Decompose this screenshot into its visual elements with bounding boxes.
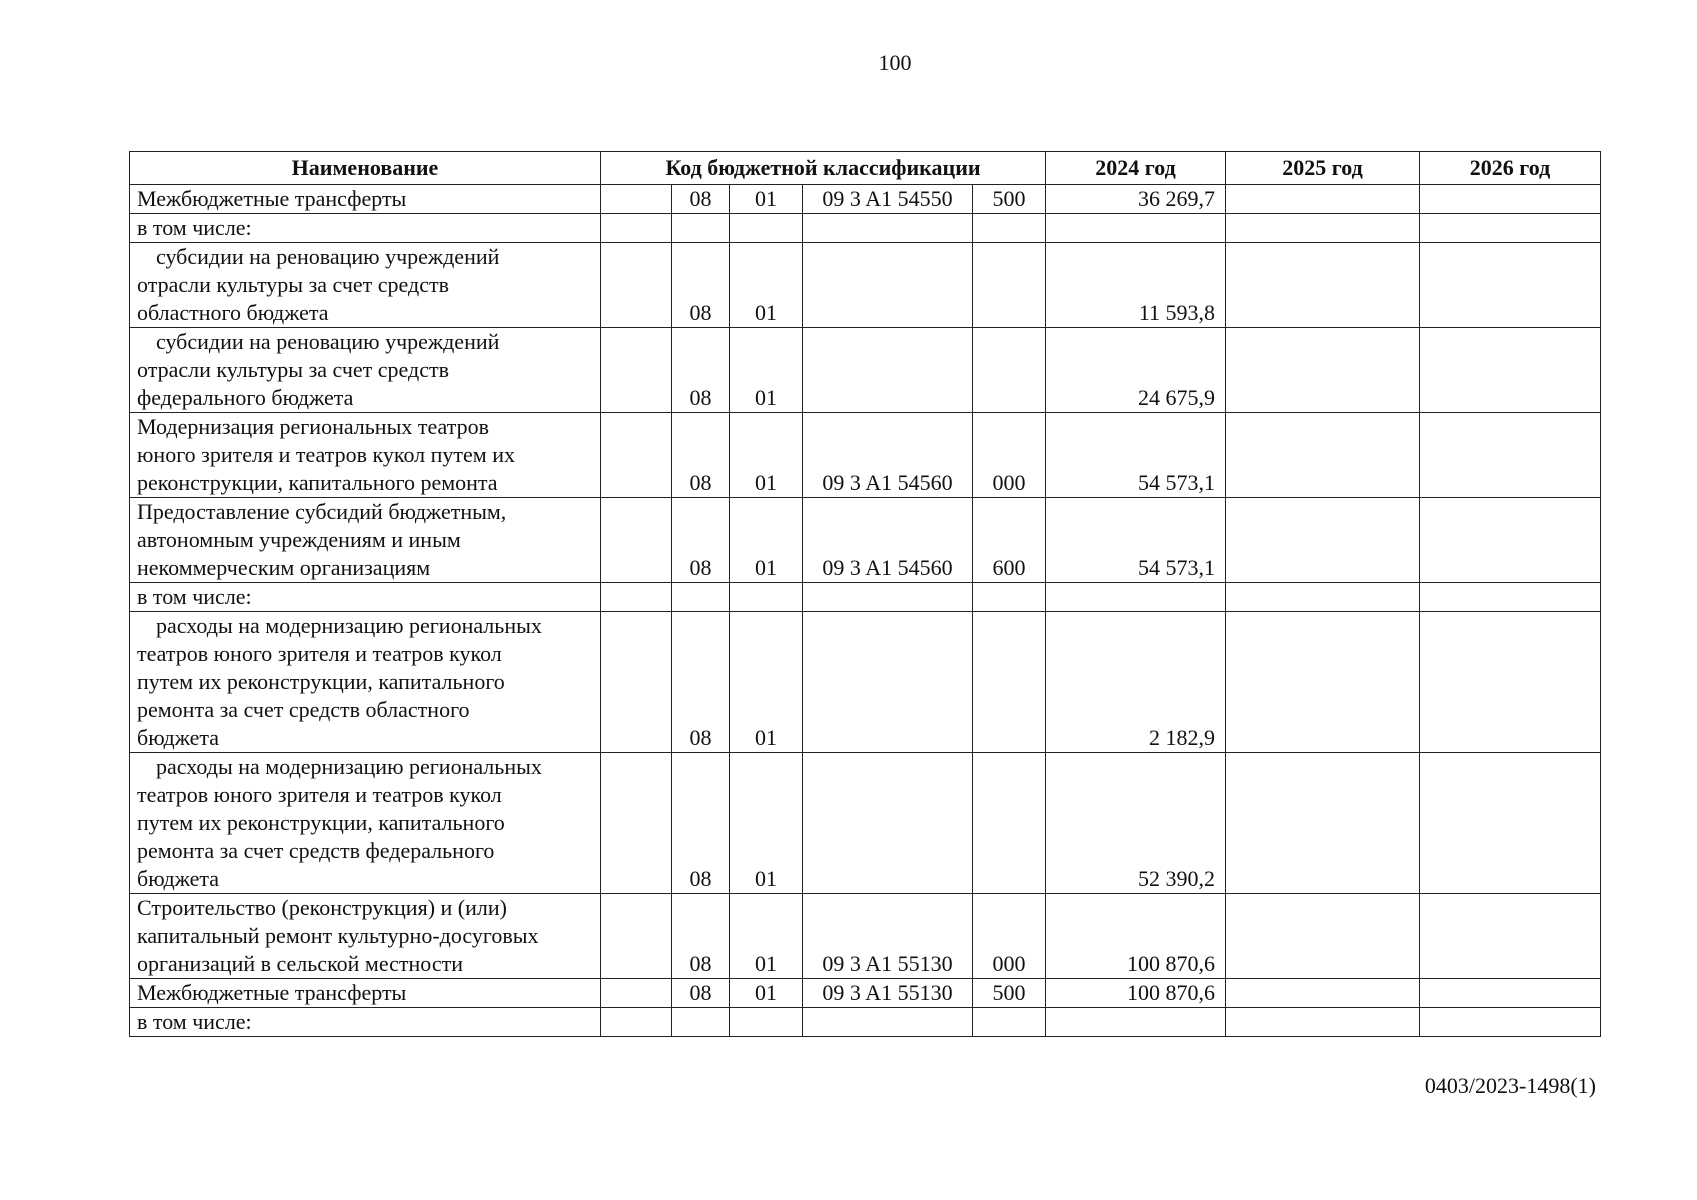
cell-amount-2025 <box>1226 612 1420 753</box>
cell-amount-2026 <box>1420 243 1601 328</box>
cell-name <box>130 753 601 894</box>
cell-amount-2024-text: 11 593,8 <box>1138 300 1215 325</box>
cell-expense-type-text: 000 <box>992 951 1026 976</box>
cell-amount-2025 <box>1226 498 1420 583</box>
cell-section-text: 08 <box>689 725 712 750</box>
cell-name-text: Модернизация региональных театров юного зрителя и театров кукол путем их реконструкции, капитального ремонта <box>137 414 515 495</box>
cell-amount-2024-text: 54 573,1 <box>1138 555 1215 580</box>
cell-name <box>130 185 601 214</box>
cell-code-blank <box>601 214 672 243</box>
cell-name <box>130 894 601 979</box>
cell-section-text: 08 <box>689 951 712 976</box>
cell-subsection-text: 01 <box>755 470 777 495</box>
document-code: 0403/2023-1498(1) <box>1424 1073 1596 1098</box>
cell-name <box>130 612 601 753</box>
cell-subsection <box>730 612 803 753</box>
cell-target-article <box>803 979 973 1008</box>
header-budget-code: Код бюджетной классификации <box>601 152 1046 185</box>
cell-name-text: субсидии на реновацию учреждений отрасли культуры за счет средств федерального бюджета <box>137 329 500 410</box>
cell-amount-2024-text: 52 390,2 <box>1138 866 1215 891</box>
cell-section-text: 08 <box>689 300 712 325</box>
cell-target-article <box>803 498 973 583</box>
cell-subsection-text: 01 <box>755 555 777 580</box>
cell-section <box>672 583 730 612</box>
cell-code-blank <box>601 498 672 583</box>
cell-section-text: 08 <box>689 186 712 211</box>
cell-amount-2024 <box>1046 894 1226 979</box>
page-number: 100 <box>878 50 912 75</box>
cell-amount-2024 <box>1046 243 1226 328</box>
cell-target-article <box>803 612 973 753</box>
cell-section-text: 08 <box>689 385 712 410</box>
cell-amount-2025 <box>1226 894 1420 979</box>
cell-amount-2024 <box>1046 1008 1226 1037</box>
header-2026: 2026 год <box>1420 152 1601 185</box>
cell-section-text: 08 <box>689 470 712 495</box>
budget-table <box>129 151 1601 1037</box>
cell-code-blank <box>601 243 672 328</box>
cell-expense-type <box>973 243 1046 328</box>
cell-name <box>130 243 601 328</box>
cell-expense-type <box>973 979 1046 1008</box>
table-body <box>130 185 1601 1037</box>
cell-code-blank <box>601 583 672 612</box>
cell-name <box>130 979 601 1008</box>
cell-subsection <box>730 243 803 328</box>
cell-expense-type <box>973 328 1046 413</box>
cell-section <box>672 753 730 894</box>
table-row <box>130 214 1601 243</box>
cell-amount-2025 <box>1226 583 1420 612</box>
cell-subsection <box>730 498 803 583</box>
cell-section <box>672 214 730 243</box>
cell-section <box>672 1008 730 1037</box>
cell-name-text: расходы на модернизацию региональных театров юного зрителя и театров кукол путем их реконструкции, капитального ремонта за счет средств федерального бюджета <box>137 754 542 891</box>
cell-section <box>672 243 730 328</box>
cell-name-text: Межбюджетные трансферты <box>137 980 407 1005</box>
cell-amount-2024-text: 24 675,9 <box>1138 385 1215 410</box>
cell-code-blank <box>601 328 672 413</box>
cell-target-article-text: 09 3 A1 55130 <box>822 980 953 1005</box>
cell-expense-type-text: 000 <box>992 470 1026 495</box>
cell-amount-2026 <box>1420 979 1601 1008</box>
cell-subsection-text: 01 <box>755 385 777 410</box>
cell-expense-type-text: 600 <box>992 555 1026 580</box>
cell-amount-2026 <box>1420 328 1601 413</box>
cell-subsection <box>730 979 803 1008</box>
table-row <box>130 413 1601 498</box>
cell-name-text: Межбюджетные трансферты <box>137 186 407 211</box>
cell-expense-type <box>973 894 1046 979</box>
cell-section <box>672 498 730 583</box>
cell-target-article <box>803 753 973 894</box>
cell-name <box>130 498 601 583</box>
cell-section <box>672 328 730 413</box>
header-2024: 2024 год <box>1046 152 1226 185</box>
cell-name-text: Строительство (реконструкция) и (или) капитальный ремонт культурно-досуговых организаций в сельской местности <box>137 895 539 976</box>
cell-amount-2025 <box>1226 979 1420 1008</box>
cell-code-blank <box>601 1008 672 1037</box>
cell-name-text: в том числе: <box>137 1009 252 1034</box>
cell-expense-type-text: 500 <box>992 186 1026 211</box>
table-row <box>130 498 1601 583</box>
cell-target-article-text: 09 3 A1 54550 <box>822 186 953 211</box>
cell-amount-2026 <box>1420 583 1601 612</box>
cell-amount-2026 <box>1420 753 1601 894</box>
cell-name-text: в том числе: <box>137 584 252 609</box>
cell-amount-2025 <box>1226 243 1420 328</box>
cell-expense-type <box>973 498 1046 583</box>
cell-target-article <box>803 413 973 498</box>
cell-name <box>130 214 601 243</box>
cell-subsection-text: 01 <box>755 866 777 891</box>
table-row <box>130 1008 1601 1037</box>
cell-amount-2025 <box>1226 328 1420 413</box>
cell-amount-2024-text: 36 269,7 <box>1138 186 1215 211</box>
cell-amount-2025 <box>1226 413 1420 498</box>
cell-target-article-text: 09 3 A1 54560 <box>822 555 953 580</box>
cell-section <box>672 413 730 498</box>
header-2025: 2025 год <box>1226 152 1420 185</box>
cell-target-article <box>803 894 973 979</box>
cell-amount-2024 <box>1046 583 1226 612</box>
cell-expense-type <box>973 413 1046 498</box>
cell-amount-2024 <box>1046 328 1226 413</box>
cell-code-blank <box>601 185 672 214</box>
table-header-row <box>130 152 1601 185</box>
cell-amount-2024-text: 100 870,6 <box>1127 951 1215 976</box>
cell-subsection <box>730 214 803 243</box>
cell-expense-type-text: 500 <box>992 980 1026 1005</box>
cell-section-text: 08 <box>689 555 712 580</box>
cell-expense-type <box>973 1008 1046 1037</box>
cell-target-article <box>803 328 973 413</box>
cell-section-text: 08 <box>689 980 712 1005</box>
table-row <box>130 612 1601 753</box>
cell-amount-2026 <box>1420 498 1601 583</box>
cell-target-article <box>803 214 973 243</box>
cell-target-article <box>803 583 973 612</box>
table-row <box>130 328 1601 413</box>
cell-code-blank <box>601 894 672 979</box>
cell-amount-2024 <box>1046 413 1226 498</box>
cell-name-text: Предоставление субсидий бюджетным, автономным учреждениям и иным некоммерческим организациям <box>137 499 507 580</box>
cell-target-article-text: 09 3 A1 55130 <box>822 951 953 976</box>
cell-subsection-text: 01 <box>755 186 777 211</box>
cell-amount-2024 <box>1046 214 1226 243</box>
cell-name-text: расходы на модернизацию региональных театров юного зрителя и театров кукол путем их реконструкции, капитального ремонта за счет средств областного бюджета <box>137 613 542 750</box>
cell-amount-2024-text: 100 870,6 <box>1127 980 1215 1005</box>
cell-amount-2025 <box>1226 214 1420 243</box>
cell-expense-type <box>973 583 1046 612</box>
cell-subsection-text: 01 <box>755 300 777 325</box>
table-row <box>130 979 1601 1008</box>
cell-name-text: в том числе: <box>137 215 252 240</box>
cell-amount-2025 <box>1226 185 1420 214</box>
cell-amount-2025 <box>1226 1008 1420 1037</box>
cell-section <box>672 979 730 1008</box>
cell-amount-2024-text: 2 182,9 <box>1149 725 1215 750</box>
table-row <box>130 753 1601 894</box>
header-name: Наименование <box>130 152 601 185</box>
cell-expense-type <box>973 753 1046 894</box>
cell-target-article-text: 09 3 A1 54560 <box>822 470 953 495</box>
cell-subsection <box>730 328 803 413</box>
cell-section <box>672 612 730 753</box>
cell-code-blank <box>601 413 672 498</box>
table-row <box>130 894 1601 979</box>
cell-amount-2024 <box>1046 185 1226 214</box>
cell-subsection <box>730 413 803 498</box>
cell-target-article <box>803 243 973 328</box>
cell-subsection-text: 01 <box>755 951 777 976</box>
cell-expense-type <box>973 612 1046 753</box>
cell-code-blank <box>601 979 672 1008</box>
cell-section <box>672 185 730 214</box>
cell-amount-2026 <box>1420 894 1601 979</box>
cell-subsection-text: 01 <box>755 725 777 750</box>
cell-amount-2026 <box>1420 612 1601 753</box>
cell-name <box>130 413 601 498</box>
cell-expense-type <box>973 214 1046 243</box>
cell-amount-2026 <box>1420 185 1601 214</box>
cell-target-article <box>803 1008 973 1037</box>
table-row <box>130 243 1601 328</box>
cell-subsection <box>730 583 803 612</box>
table-row <box>130 583 1601 612</box>
cell-amount-2024 <box>1046 979 1226 1008</box>
cell-name <box>130 328 601 413</box>
cell-subsection-text: 01 <box>755 980 777 1005</box>
cell-name <box>130 583 601 612</box>
cell-amount-2024 <box>1046 612 1226 753</box>
cell-amount-2026 <box>1420 214 1601 243</box>
cell-amount-2026 <box>1420 413 1601 498</box>
cell-target-article <box>803 185 973 214</box>
cell-amount-2024 <box>1046 498 1226 583</box>
cell-subsection <box>730 185 803 214</box>
cell-subsection <box>730 1008 803 1037</box>
cell-name-text: субсидии на реновацию учреждений отрасли культуры за счет средств областного бюджета <box>137 244 500 325</box>
cell-expense-type <box>973 185 1046 214</box>
cell-code-blank <box>601 612 672 753</box>
cell-amount-2024 <box>1046 753 1226 894</box>
cell-amount-2025 <box>1226 753 1420 894</box>
cell-name <box>130 1008 601 1037</box>
cell-amount-2024-text: 54 573,1 <box>1138 470 1215 495</box>
cell-subsection <box>730 753 803 894</box>
cell-section <box>672 894 730 979</box>
cell-subsection <box>730 894 803 979</box>
cell-code-blank <box>601 753 672 894</box>
table-row <box>130 185 1601 214</box>
cell-section-text: 08 <box>689 866 712 891</box>
cell-amount-2026 <box>1420 1008 1601 1037</box>
